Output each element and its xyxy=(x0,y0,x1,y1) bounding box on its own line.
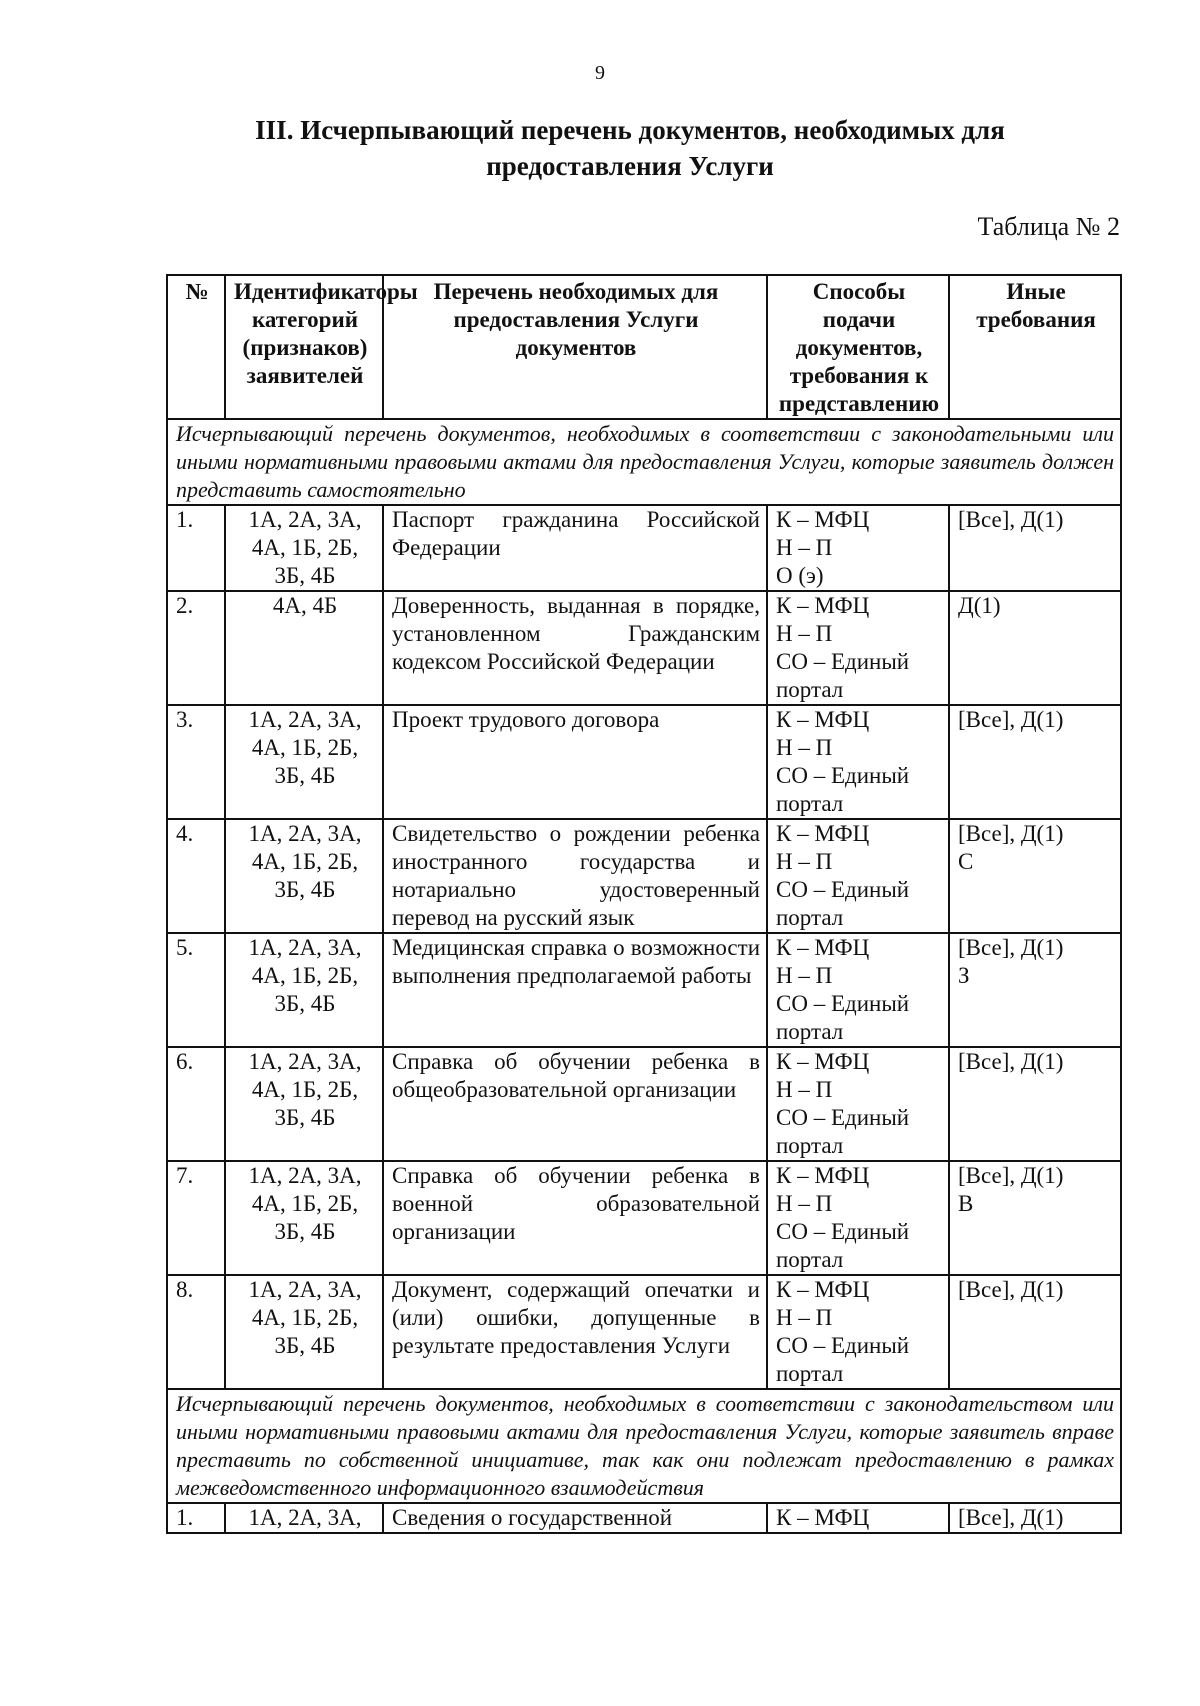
header-methods: Способы подачи документов, требования к представлению xyxy=(767,275,949,419)
submission-methods xyxy=(767,819,949,933)
row-number: 3. xyxy=(167,705,225,819)
applicant-ids: 1А, 2А, 3А, 4А, 1Б, 2Б, 3Б, 4Б xyxy=(225,505,383,591)
section-1-text: Исчерпывающий перечень документов, необходимых в соответствии с законодательными или иными нормативными правовыми актами для предоставления Услуги, которые заявитель должен представить самостоятельно xyxy=(167,419,1121,505)
method-item: К – МФЦ xyxy=(776,707,870,732)
method-item: К – МФЦ xyxy=(776,1049,870,1074)
method-item: Н – П xyxy=(776,1305,833,1330)
applicant-ids: 1А, 2А, 3А, 4А, 1Б, 2Б, 3Б, 4Б xyxy=(225,705,383,819)
table-row xyxy=(167,1047,1121,1161)
applicant-ids: 4А, 4Б xyxy=(225,591,383,705)
method-item: Н – П xyxy=(776,735,833,760)
section-2-text: Исчерпывающий перечень документов, необходимых в соответствии с законодательством или иными нормативными правовыми актами для предоставления Услуги, которые заявитель вправе преставить по собственной инициативе, так как они подлежат предоставлению в рамках межведомственного информационного взаимодействия xyxy=(167,1389,1121,1503)
submission-methods xyxy=(767,1047,949,1161)
method-item: К – МФЦ xyxy=(776,935,870,960)
header-other: Иные требования xyxy=(949,275,1121,419)
table-row xyxy=(167,705,1121,819)
table-row xyxy=(167,1275,1121,1389)
other-requirements xyxy=(949,1047,1121,1161)
method-item: К – МФЦ xyxy=(776,1505,870,1530)
document-name: Документ, содержащий опечатки и (или) ошибки, допущенные в результате предоставления Услуги xyxy=(383,1275,767,1389)
applicant-ids: 1А, 2А, 3А, 4А, 1Б, 2Б, 3Б, 4Б xyxy=(225,933,383,1047)
header-num: № xyxy=(167,275,225,419)
requirement-item: З xyxy=(958,963,970,988)
document-name: Паспорт гражданина Российской Федерации xyxy=(383,505,767,591)
method-item: СО – Единый портал xyxy=(776,877,910,930)
section-title xyxy=(180,112,1080,184)
document-name: Сведения о государственной xyxy=(383,1503,767,1533)
requirement-item: [Все], Д(1) xyxy=(958,1163,1064,1188)
method-item: К – МФЦ xyxy=(776,593,870,618)
requirement-item: [Все], Д(1) xyxy=(958,935,1064,960)
submission-methods xyxy=(767,705,949,819)
applicant-ids: 1А, 2А, 3А, xyxy=(225,1503,383,1533)
document-name: Доверенность, выданная в порядке, установленном Гражданским кодексом Российской Федерации xyxy=(383,591,767,705)
section-row xyxy=(167,1389,1121,1503)
submission-methods xyxy=(767,591,949,705)
row-number: 1. xyxy=(167,1503,225,1533)
requirement-item: В xyxy=(958,1191,974,1216)
requirement-item: [Все], Д(1) xyxy=(958,1505,1064,1530)
other-requirements xyxy=(949,591,1121,705)
requirement-item: [Все], Д(1) xyxy=(958,507,1064,532)
title-line-2: предоставления Услуги xyxy=(486,151,774,181)
applicant-ids: 1А, 2А, 3А, 4А, 1Б, 2Б, 3Б, 4Б xyxy=(225,1161,383,1275)
documents-table xyxy=(166,274,1122,1534)
row-number: 2. xyxy=(167,591,225,705)
table-row xyxy=(167,819,1121,933)
document-name: Справка об обучении ребенка в военной образовательной организации xyxy=(383,1161,767,1275)
method-item: СО – Единый портал xyxy=(776,1333,910,1386)
method-item: Н – П xyxy=(776,1191,833,1216)
row-number: 4. xyxy=(167,819,225,933)
requirement-item: [Все], Д(1) xyxy=(958,821,1064,846)
method-item: СО – Единый портал xyxy=(776,763,910,816)
other-requirements xyxy=(949,933,1121,1047)
table-row xyxy=(167,933,1121,1047)
submission-methods xyxy=(767,1161,949,1275)
document-name: Медицинская справка о возможности выполнения предполагаемой работы xyxy=(383,933,767,1047)
applicant-ids: 1А, 2А, 3А, 4А, 1Б, 2Б, 3Б, 4Б xyxy=(225,1275,383,1389)
method-item: К – МФЦ xyxy=(776,821,870,846)
submission-methods xyxy=(767,1503,949,1533)
table-row xyxy=(167,505,1121,591)
method-item: СО – Единый портал xyxy=(776,991,910,1044)
document-name: Проект трудового договора xyxy=(383,705,767,819)
method-item: О (э) xyxy=(776,563,824,588)
method-item: К – МФЦ xyxy=(776,1277,870,1302)
table-row xyxy=(167,591,1121,705)
submission-methods xyxy=(767,1275,949,1389)
document-name: Справка об обучении ребенка в общеобразовательной организации xyxy=(383,1047,767,1161)
method-item: СО – Единый портал xyxy=(776,1105,910,1158)
requirement-item: [Все], Д(1) xyxy=(958,1277,1064,1302)
document-name: Свидетельство о рождении ребенка иностранного государства и нотариально удостоверенный перевод на русский язык xyxy=(383,819,767,933)
header-docs: Перечень необходимых для предоставления Услуги документов xyxy=(383,275,767,419)
row-number: 5. xyxy=(167,933,225,1047)
title-line-1: III. Исчерпывающий перечень документов, необходимых для xyxy=(255,115,1005,145)
other-requirements xyxy=(949,819,1121,933)
method-item: Н – П xyxy=(776,963,833,988)
method-item: К – МФЦ xyxy=(776,507,870,532)
applicant-ids: 1А, 2А, 3А, 4А, 1Б, 2Б, 3Б, 4Б xyxy=(225,1047,383,1161)
other-requirements xyxy=(949,1275,1121,1389)
submission-methods xyxy=(767,933,949,1047)
section-row xyxy=(167,419,1121,505)
page-number: 9 xyxy=(595,62,605,84)
table-caption: Таблица № 2 xyxy=(977,212,1120,241)
table-row xyxy=(167,1161,1121,1275)
requirement-item: [Все], Д(1) xyxy=(958,1049,1064,1074)
row-number: 6. xyxy=(167,1047,225,1161)
table-row xyxy=(167,1503,1121,1533)
applicant-ids: 1А, 2А, 3А, 4А, 1Б, 2Б, 3Б, 4Б xyxy=(225,819,383,933)
row-number: 1. xyxy=(167,505,225,591)
requirement-item: С xyxy=(958,849,974,874)
other-requirements xyxy=(949,1503,1121,1533)
method-item: СО – Единый портал xyxy=(776,1219,910,1272)
method-item: Н – П xyxy=(776,1077,833,1102)
row-number: 8. xyxy=(167,1275,225,1389)
method-item: К – МФЦ xyxy=(776,1163,870,1188)
method-item: Н – П xyxy=(776,535,833,560)
method-item: Н – П xyxy=(776,621,833,646)
method-item: Н – П xyxy=(776,849,833,874)
submission-methods xyxy=(767,505,949,591)
requirement-item: [Все], Д(1) xyxy=(958,707,1064,732)
row-number: 7. xyxy=(167,1161,225,1275)
other-requirements xyxy=(949,505,1121,591)
other-requirements xyxy=(949,1161,1121,1275)
other-requirements xyxy=(949,705,1121,819)
table-header-row xyxy=(167,275,1121,419)
requirement-item: Д(1) xyxy=(958,593,1001,618)
method-item: СО – Единый портал xyxy=(776,649,910,702)
header-ids: Идентификаторы категорий (признаков) заявителей xyxy=(225,275,383,419)
